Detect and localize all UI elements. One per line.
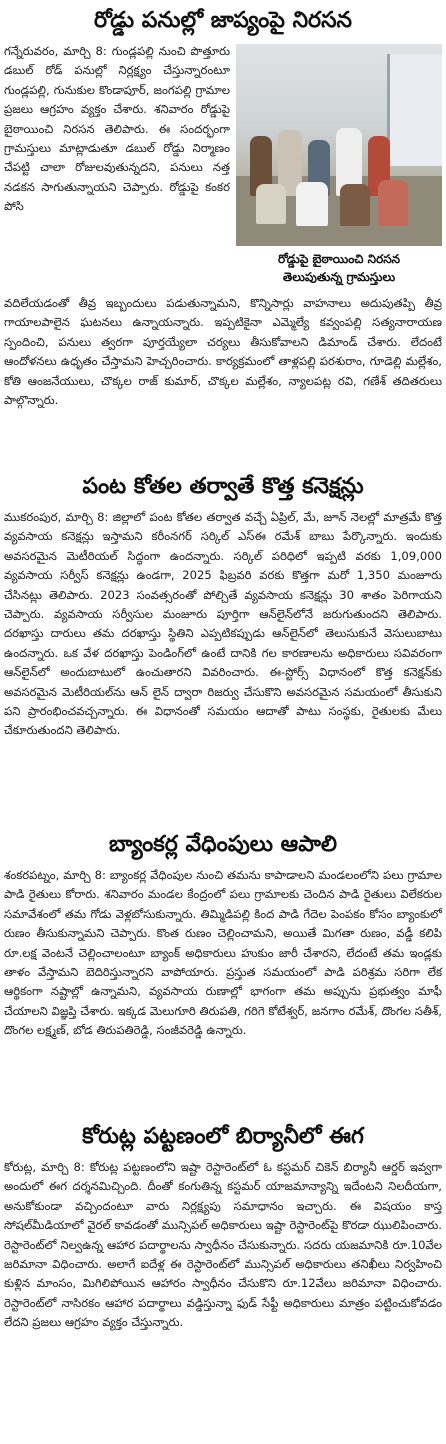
article-1-body-wrap: గన్నేరువరం, మార్చి 8: గుండ్లపల్లి నుంచి పొత్తూరు డబుల్ రోడ్ పనుల్లో నిర్లక్ష్యం చేస్తున్నారంటూ గుండ్లపల్లి, గునుకుల కొండాపూర్, జంగపల్లి గ్రామాల ప్రజలు ఆగ్రహం వ్యక్తం చేశారు. శనివారం రోడ్డుపై బైఠాయించి నిరసన తెలిపారు. ఈ సందర్భంగా గ్రామస్తులు మాట్లాడుతూ డబుల్ రోడ్డు నిర్మాణం చేపట్టి చాలా రోజులవుతున్నదని, పనులు నత్త నడకన సాగుతున్నాయని చెప్పారు. రోడ్డుపై కంకర పోసి — [4, 44, 230, 214]
article-2-headline: పంట కోతల తర్వాతే కొత్త కనెక్షన్లు — [82, 474, 364, 499]
article-2-body: ముకరంపుర, మార్చి 8: జిల్లాలో పంట కోతల తర్వాత వచ్చే ఏప్రిల్, మే, జూన్ నెలల్లో మాత్రమే కొత్త వ్యవసాయ కనెక్షన్లు ఇస్తామని కరీంనగర్ సర్కిల్ ఎస్ఈ రమేశ్ బాబు పేర్కొన్నారు. ఇందుకు అవసరమైన మెటీరియల్ సిద్ధంగా ఉందన్నారు. సర్కిల్ పరిధిలో ఇప్పటి వరకు 1,09,000 వ్యవసాయ సర్వీస్ కనెక్షన్లు ఉండగా, 2025 ఫిబ్రవరి వరకు కొత్తగా మరో 1,350 మంజూరు చేసినట్లు తెలిపారు. 2023 సంవత్సరంతో పోల్చితే వ్యవసాయ కనెక్షన్లు 30 శాతం పెరిగాయని చెప్పారు. వ్యవసాయ సర్వీసుల మంజూరు పూర్తిగా ఆన్‌లైన్‌లోనే జరుగుతుందని తెలిపారు. దరఖాస్తు దారులు తమ దరఖాస్తు స్థితిని ఎప్పటికప్పుడు ఆన్‌లైన్‌లో తెలుసుకునే వెసులుబాటు ఉందన్నారు. ఒక వేళ దరఖాస్తు పెండింగ్‌లో ఉంటే దానికి గల కారణాలను అధికారులు సవివరంగా ఆన్‌లైన్‌లో అందుబాటులో ఉంచుతారని వివరించారు. ఈ-స్టోర్స్ విధానంలో కొత్త కనెక్షన్‌కు అవసరమైన మెటీరియల్‌ను ఆన్ లైన్ ద్వారా రిజర్వు చేసుకొని అవసరమైన సమయంలో తీసుకుని పని ప్రారంభించవచ్చన్నారు. ఈ విధానంతో సమయం ఆదాతో పాటు సంస్థకు, రైతులకు మేలు చేకూరుతుందని తెలిపారు. — [4, 510, 443, 738]
article-1-body-full: వదిలేయడంతో తీవ్ర ఇబ్బందులు పడుతున్నామని, కొన్నిసార్లు వాహనాలు అదుపుతప్పి తీవ్ర గాయాలపాలైన ఘటనలు ఉన్నాయన్నారు. ఇప్పటికైనా ఎమ్మెల్యే కవ్వంపల్లి సత్యనారాయణ స్పందించి, పనులు త్వరగా పూర్తయ్యేలా చర్యలు తీసుకోవాలని డిమాండ్ చేశారు. లేదంటే ఆందోళనలు ఉధృతం చేస్తామని హెచ్చరించారు. కార్యక్రమంలో తాళ్లపల్లి పరశురాం, గూడెల్లి మల్లేశం, కోతి ఆంజనేయులు, చొక్కల రాజ్ కుమార్, చొక్కల మల్లేశం, న్యాలపట్ల రవి, గణేశ్ తదితరులు పాల్గొన్నారు. — [4, 296, 442, 408]
article-3-body: శంకరపట్నం, మార్చి 8: బ్యాంకర్ల వేధింపుల నుంచి తమను కాపాడాలని మండలంలోని పలు గ్రామాల పాడి రైతులు కోరారు. శనివారం మండల కేంద్రంలో పలు గ్రామాలకు చెందిన పాడి రైతులు విలేకరుల సమావేశంలో తమ గోడు వెళ్లబోసుకున్నారు. తిమ్మిడిపల్లి కింద పాడి గేదెల పెంపకం కోసం బ్యాంకులో రుణం తీసుకున్నామని చెప్పారు. కొంత రుణం చెల్లించామని, అయితే మిగతా రుణం, వడ్డీ కలిపి రూ.లక్ష వెంటనే చెల్లించాలంటూ బ్యాంక్ అధికారులు హుకుం జారీ చేశారని, లేదంటే తమ ఇండ్లకు తాళం వేస్తామని బెదిరిస్తున్నారని వాపోయారు. ప్రస్తుత సమయంలో పాడి పరిశ్రమ సరిగా లేక ఆర్థికంగా నష్టాల్లో ఉన్నామని, వ్యవసాయ రుణాల్లో భాగంగా తమ అప్పును ప్రభుత్వం మాఫీ చేయాలని విజ్ఞప్తి చేశారు. ఇక్కడ మెలుగూరి తిరుపతి, గరిగె కోటేశ్వర్, జనగాం రమేశ్, దొంగల సతీశ్, దొంగల లక్ష్మణ్, బోడ తిరుపతిరెడ్డి, సంజీవరెడ్డి ఉన్నారు. — [4, 868, 442, 1038]
article-1-headline: రోడ్డు పనుల్లో జాప్యంపై నిరసన — [94, 8, 352, 33]
article-3-headline: బ్యాంకర్ల వేధింపులు ఆపాలి — [108, 832, 338, 857]
photo-caption — [236, 250, 442, 286]
article-4-body: కోరుట్ల, మార్చి 8: కోరుట్ల పట్టణంలోని ఇష్టా రెస్టారెంట్‌లో ఓ కస్టమర్ చికెన్ బిర్యానీ ఆర్డర్ ఇవ్వగా అందులో ఈగ దర్శనమిచ్చింది. దీంతో కంగుతిన్న కస్టమర్ యాజమాన్యాన్ని ఇదేంటని నిలదీయగా, అనుకోకుండా వచ్చిందంటూ వారు నిర్లక్ష్యపు సమాధానం ఇచ్చారు. ఈ విషయం కాస్త సోషల్‌మీడియాలో వైరల్ కావడంతో మున్సిపల్ అధికారులు ఇష్టా రెస్టారెంట్‌పై కొరడా ఝులిపించారు. రెస్టారెంట్‌లో నిల్వఉన్న ఆహార పదార్థాలను స్వాధీనం చేసుకున్నారు. సదరు యజమానికి రూ.10వేల జరిమానా విధించారు. అలాగే ఐదేళ్ల ఈ రెస్టారెంట్‌లో మున్సిపల్ అధికారులు తనిఖీలు నిర్వహించి కుళ్లిన మాంసం, మిగిలిపోయిన ఆహారం స్వాధీనం చేసుకొని రూ.12వేలు జరిమానా విధించారు. రెస్టారెంట్‌లో నాసిరకం ఆహార పదార్థాలు వడ్డిస్తున్నా ఫుడ్ సేఫ్టీ అధికారులు మాత్రం పట్టించుకోవడం లేదని ప్రజలు ఆగ్రహం వ్యక్తం చేస్తున్నారు. — [4, 1160, 442, 1330]
article-4-headline: కోరుట్ల పట్టణంలో బిర్యానీలో ఈగ — [82, 1124, 364, 1149]
protest-photo — [236, 44, 442, 246]
photo-caption-line-2: తెలుపుతున్న గ్రామస్తులు — [282, 270, 396, 284]
photo-caption-line-1: రోడ్డుపై బైఠాయించి నిరసన — [277, 252, 401, 266]
